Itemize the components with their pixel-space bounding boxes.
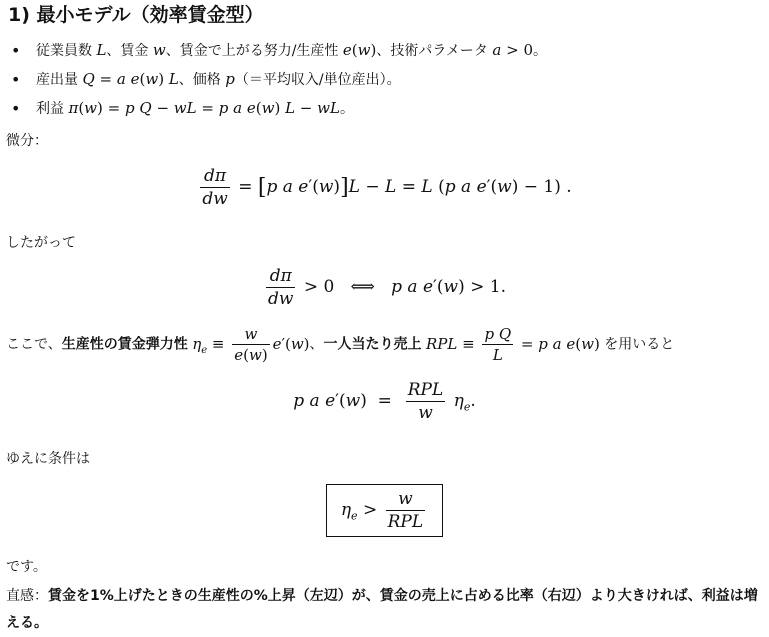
text-yueni: ゆえに条件は (6, 451, 90, 467)
equation-condition: $\frac{d\pi}{dw}$ > 0 ⟺ p a e′(w) > 1. (268, 266, 506, 309)
definitions-line: ここで、生産性の賃金弾力性 $\eta_e$ ≡ $\frac{w}{e(w)}$ e′(w)、一人当たり売上 RPL ≡ $\frac{\text{p Q}}{L}$ = p a e(w) を用いると (6, 325, 675, 364)
equation-boxed-result: $\eta_e$ > $\frac{w}{\text{RPL}}$ (0, 484, 769, 537)
intuition-paragraph: 直感：賃金を1%上げたときの生産性の%上昇（左辺）が、賃金の売上に占める比率（右辺）より大きければ、利益は増える。 (6, 588, 758, 631)
list-item: • 産出量 Q = a e(w) L、価格 p（＝平均収入/単位産出）。 (0, 65, 547, 94)
bullet-list (0, 36, 547, 123)
text-desu: です。 (6, 559, 47, 575)
list-item: • 利益 π(w) = p Q − wL = p a e(w) L − wL。 (0, 94, 547, 123)
equation-derivative: $\frac{d\pi}{dw}$ = [p a e′(w)]L − L = L (p a e′(w) − 1) . (202, 166, 572, 209)
equation-substitution: p a e′(w) = $\frac{\text{RPL}}{w}$ $\eta_e$. (293, 380, 476, 423)
text-shitagatte: したがって (6, 235, 76, 251)
list-item: • 従業員数 L、賃金 w、賃金で上がる努力/生産性 e(w)、技術パラメータ a > 0。 (0, 36, 547, 65)
section-heading: 1) 最小モデル（効率賃金型） (8, 4, 264, 26)
text-bibun: 微分： (6, 133, 48, 149)
